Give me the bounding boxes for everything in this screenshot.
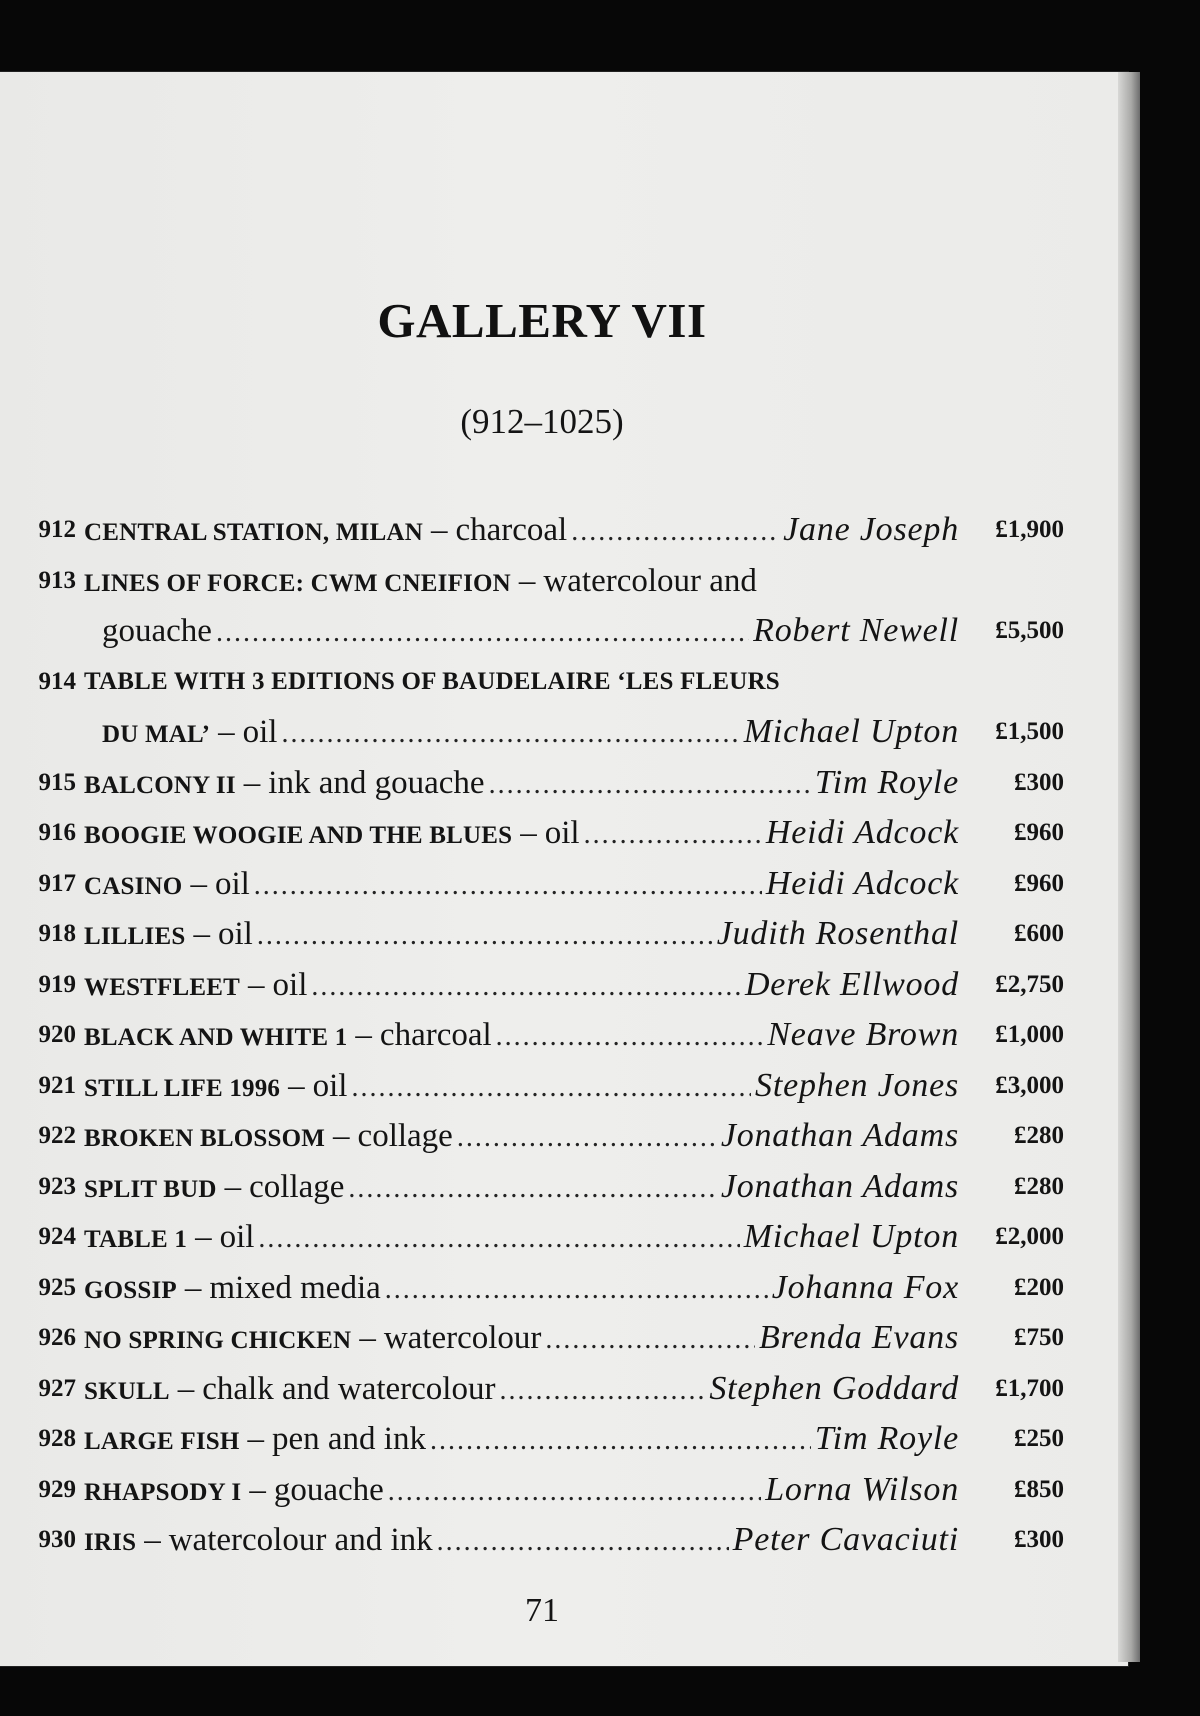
entry-price: £2,000 (995, 1223, 1064, 1250)
entry-925 (24, 1263, 1064, 1314)
entry-number: 916 (38, 819, 76, 846)
entry-number: 925 (38, 1273, 76, 1301)
entry-medium: collage (357, 1118, 453, 1154)
entry-914-continued (24, 707, 1064, 758)
dot-leader (489, 760, 811, 811)
entry-number: 921 (38, 1071, 76, 1099)
entry-separator: – (218, 714, 235, 750)
page-number: 71 (525, 1592, 559, 1629)
entry-separator: – (190, 865, 207, 902)
entry-artist: Tim Royle (814, 1420, 959, 1457)
entry-title: TABLE 1 (84, 1226, 188, 1253)
dot-leader (388, 1467, 761, 1518)
entry-number: 924 (38, 1223, 76, 1250)
entry-price: £5,500 (995, 617, 1064, 644)
dot-leader (311, 962, 741, 1013)
page-edge (1118, 72, 1140, 1662)
entry-artist: Stephen Goddard (709, 1369, 959, 1407)
entry-separator: – (247, 1421, 265, 1457)
entry-number: 920 (38, 1021, 76, 1048)
entry-artist: Lorna Wilson (765, 1470, 959, 1508)
entry-separator: – (224, 1168, 242, 1205)
dot-leader (281, 709, 739, 760)
entry-artist: Heidi Adcock (765, 864, 959, 902)
entry-title: LINES OF FORCE: CWM CNEIFION (84, 569, 511, 597)
entry-926 (24, 1313, 1064, 1364)
entry-title: NO SPRING CHICKEN (84, 1327, 352, 1354)
entry-medium: oil (312, 1067, 348, 1104)
entry-915 (24, 758, 1064, 809)
dot-leader (351, 1063, 751, 1114)
entry-number: 927 (38, 1374, 76, 1402)
entry-title: CASINO (84, 872, 183, 900)
entry-title: BOOGIE WOOGIE AND THE BLUES (84, 822, 513, 849)
entry-price: £3,000 (995, 1071, 1064, 1099)
entry-separator: – (518, 562, 536, 599)
entry-separator: – (248, 966, 265, 1003)
entry-title: STILL LIFE 1996 (84, 1074, 281, 1102)
entry-price: £300 (1014, 768, 1064, 796)
entry-price: £600 (1014, 920, 1064, 947)
entry-artist: Brenda Evans (758, 1319, 959, 1356)
entry-medium: oil (272, 966, 308, 1003)
entry-artist: Michael Upton (743, 713, 959, 750)
entry-separator: – (177, 1370, 195, 1407)
dot-leader (457, 1113, 717, 1164)
entry-separator: – (144, 1522, 161, 1558)
entry-913-continued (24, 606, 1064, 657)
entry-medium: oil (544, 815, 580, 851)
entry-title: LARGE FISH (84, 1428, 240, 1455)
entry-title: LILLIES (84, 923, 186, 950)
entry-916 (24, 808, 1064, 859)
entry-921 (24, 1061, 1064, 1112)
entry-number: 930 (38, 1526, 76, 1553)
dot-leader (348, 1164, 716, 1215)
entry-artist: Neave Brown (767, 1016, 959, 1053)
entry-title: WESTFLEET (84, 973, 241, 1001)
entry-918 (24, 909, 1064, 960)
entry-price: £250 (1014, 1425, 1064, 1452)
entry-separator: – (355, 1017, 372, 1053)
entry-title: BLACK AND WHITE 1 (84, 1024, 348, 1051)
dot-leader (257, 911, 713, 962)
dot-leader (437, 1517, 729, 1568)
entry-price: £1,700 (995, 1374, 1064, 1402)
entry-price: £280 (1014, 1172, 1064, 1200)
entry-price: £850 (1014, 1475, 1064, 1503)
entry-price: £960 (1014, 869, 1064, 897)
dot-leader (430, 1416, 811, 1467)
entry-medium: ink and gouache (268, 764, 485, 801)
dot-leader (496, 1012, 764, 1063)
entry-price: £1,000 (995, 1021, 1064, 1048)
entry-artist: Judith Rosenthal (716, 915, 959, 952)
entry-title: CENTRAL STATION, MILAN (84, 519, 423, 546)
entry-price: £2,750 (995, 970, 1064, 998)
entry-price: £200 (1014, 1273, 1064, 1301)
gallery-range: (912–1025) (460, 402, 624, 441)
entry-912 (24, 505, 1064, 556)
entry-artist: Tim Royle (814, 763, 959, 801)
entry-number: 928 (38, 1425, 76, 1452)
entry-price: £280 (1014, 1122, 1064, 1149)
entry-price: £300 (1014, 1526, 1064, 1553)
entry-medium: charcoal (379, 1017, 492, 1053)
entry-number: 913 (38, 566, 76, 594)
entry-number: 915 (38, 768, 76, 796)
entry-medium: oil (242, 714, 278, 750)
dot-leader (584, 810, 762, 861)
dot-leader (258, 1214, 739, 1265)
entry-924 (24, 1212, 1064, 1263)
entry-artist: Derek Ellwood (744, 965, 959, 1003)
entry-title: SPLIT BUD (84, 1175, 217, 1203)
entry-separator: – (184, 1269, 202, 1306)
entry-separator: – (288, 1067, 305, 1104)
entry-price: £1,500 (995, 718, 1064, 745)
entry-separator: – (430, 512, 448, 548)
entry-artist: Michael Upton (743, 1218, 959, 1255)
entry-913 (24, 556, 1064, 607)
entry-title: IRIS (84, 1529, 137, 1556)
entry-medium: watercolour and ink (168, 1522, 433, 1558)
entry-medium: oil (217, 916, 253, 952)
entry-artist: Jane Joseph (783, 511, 959, 548)
entry-artist: Stephen Jones (755, 1066, 959, 1104)
entry-number: 923 (38, 1172, 76, 1200)
entry-medium: watercolour and (543, 562, 757, 599)
entry-title: SKULL (84, 1377, 170, 1405)
entry-number: 918 (38, 920, 76, 947)
entry-920 (24, 1010, 1064, 1061)
entry-number: 912 (38, 516, 76, 543)
entry-number: 929 (38, 1475, 76, 1503)
entry-title: TABLE WITH 3 EDITIONS OF BAUDELAIRE ‘LES FLEURS (84, 667, 780, 695)
entry-price: £960 (1014, 819, 1064, 846)
entry-medium: pen and ink (272, 1421, 426, 1457)
entry-price: £1,900 (995, 516, 1064, 543)
entry-artist: Johanna Fox (771, 1268, 959, 1306)
entry-title: RHAPSODY I (84, 1478, 242, 1506)
entry-medium: mixed media (209, 1269, 381, 1306)
entry-separator: – (249, 1471, 266, 1508)
dot-leader (545, 1315, 755, 1366)
entry-number: 917 (38, 869, 76, 897)
entry-923 (24, 1162, 1064, 1213)
entry-artist: Jonathan Adams (720, 1117, 959, 1154)
catalogue-entries (24, 505, 1064, 1566)
entry-price: £750 (1014, 1324, 1064, 1351)
entry-number: 914 (38, 667, 76, 695)
dot-leader (385, 1265, 768, 1316)
entry-medium: collage (249, 1168, 345, 1205)
dot-leader (499, 1366, 705, 1417)
entry-separator: – (195, 1219, 212, 1255)
entry-medium: charcoal (455, 512, 568, 548)
gallery-title: GALLERY VII (377, 293, 707, 348)
entry-title: BROKEN BLOSSOM (84, 1125, 326, 1152)
entry-number: 922 (38, 1122, 76, 1149)
entry-title: GOSSIP (84, 1276, 177, 1304)
entry-title: BALCONY II (84, 771, 236, 799)
entry-separator: – (520, 815, 537, 851)
entry-artist: Robert Newell (753, 612, 959, 649)
dot-leader (254, 861, 762, 912)
entry-number: 919 (38, 970, 76, 998)
entry-separator: – (359, 1320, 376, 1356)
entry-medium: oil (214, 865, 250, 902)
entry-separator: – (243, 764, 261, 801)
entry-artist: Heidi Adcock (765, 814, 959, 851)
dot-leader (571, 507, 779, 558)
entry-separator: – (333, 1118, 350, 1154)
entry-artist: Peter Cavaciuti (732, 1521, 959, 1558)
entry-928 (24, 1414, 1064, 1465)
entry-medium-continued: gouache (102, 613, 212, 649)
entry-914 (24, 657, 1064, 708)
entry-artist: Jonathan Adams (720, 1167, 959, 1205)
entry-922 (24, 1111, 1064, 1162)
entry-medium: watercolour (383, 1320, 542, 1356)
entry-title-continued: DU MAL’ (102, 721, 211, 748)
entry-medium: gouache (273, 1471, 384, 1508)
entry-medium: oil (219, 1219, 255, 1255)
entry-929 (24, 1465, 1064, 1516)
entry-separator: – (193, 916, 210, 952)
dot-leader (216, 608, 749, 659)
entry-917 (24, 859, 1064, 910)
entry-number: 926 (38, 1324, 76, 1351)
entry-919 (24, 960, 1064, 1011)
entry-medium: chalk and watercolour (202, 1370, 496, 1407)
entry-927 (24, 1364, 1064, 1415)
entry-930 (24, 1515, 1064, 1566)
